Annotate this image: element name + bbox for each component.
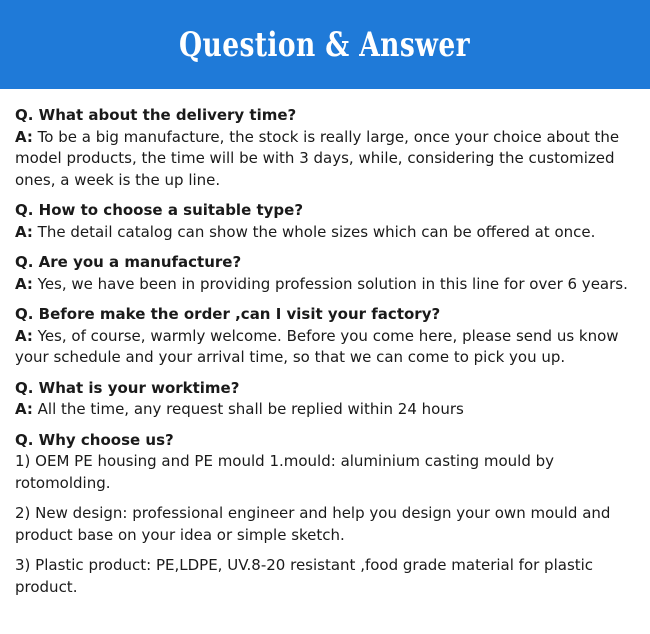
why-point: 3) Plastic product: PE,LDPE, UV.8-20 resistant ,food grade material for plastic product. <box>15 556 594 596</box>
why-choose-us <box>15 430 636 599</box>
header-banner <box>0 0 650 89</box>
question-text: Q. Before make the order ,can I visit your factory? <box>15 305 441 323</box>
answer-prefix: A: <box>15 326 33 345</box>
answer-prefix: A: <box>15 400 33 418</box>
answer-body: Yes, of course, warmly welcome. Before you come here, please send us know your schedule and your arrival time, so that we can come to pick you up. <box>15 326 619 366</box>
why-point: 1) OEM PE housing and PE mould 1.mould: aluminium casting mould by rotomolding. <box>15 452 555 492</box>
qa-item <box>15 304 636 369</box>
answer-body: The detail catalog can show the whole sizes which can be offered at once. <box>32 222 596 241</box>
answer-text <box>15 222 636 244</box>
answer-prefix: A: <box>15 274 33 293</box>
why-point: 2) New design: professional engineer and help you design your own mould and product base on your idea or simple sketch. <box>15 504 611 544</box>
qa-item <box>15 200 636 243</box>
answer-text <box>15 326 636 369</box>
question-text: Q. What about the delivery time? <box>15 106 297 124</box>
answer-body: All the time, any request shall be replied within 24 hours <box>32 400 464 418</box>
question-text: Q. Are you a manufacture? <box>15 253 242 271</box>
qa-content <box>0 89 650 598</box>
question-text: Q. Why choose us? <box>15 430 174 449</box>
answer-text <box>15 127 636 192</box>
answer-prefix: A: <box>15 127 33 146</box>
answer-body: Yes, we have been in providing profession solution in this line for over 6 years. <box>32 274 628 293</box>
answer-text <box>15 274 636 296</box>
qa-item <box>15 105 636 191</box>
question-text: Q. What is your worktime? <box>15 378 240 397</box>
qa-item <box>15 252 636 295</box>
answer-text <box>15 399 636 421</box>
question-text: Q. How to choose a suitable type? <box>15 201 304 219</box>
page-title: Question & Answer <box>179 24 471 65</box>
answer-prefix: A: <box>15 222 33 241</box>
answer-body: To be a big manufacture, the stock is really large, once your choice about the model products, the time will be with 3 days, while, considering the customized ones, a week is the up line. <box>15 127 620 189</box>
qa-item <box>15 378 636 421</box>
